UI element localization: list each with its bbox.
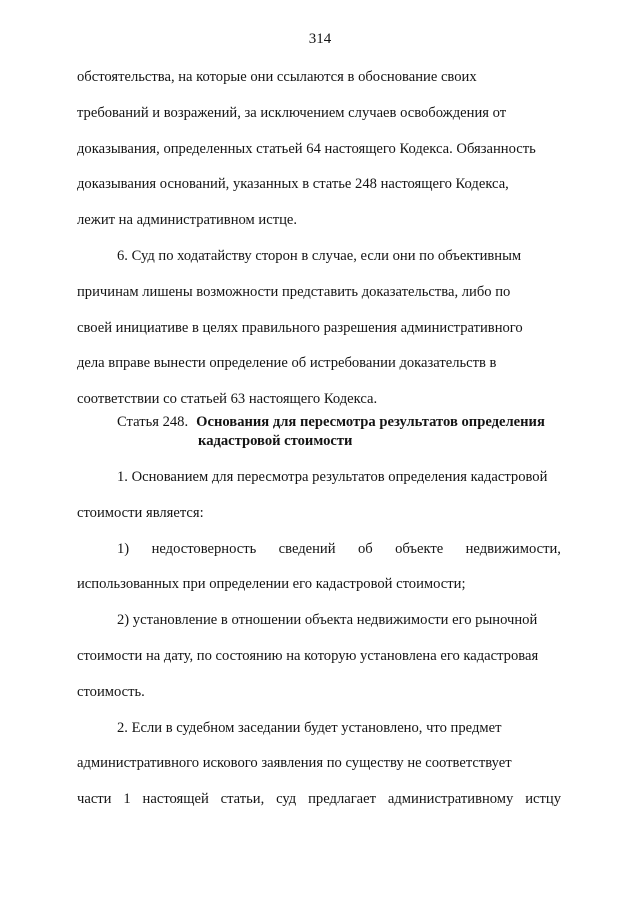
text-line: дела вправе вынести определение об истребовании доказательств в [77, 355, 497, 372]
article-title-line2: кадастровой стоимости [198, 433, 353, 449]
text-block-top [77, 60, 561, 418]
paragraph-6 [77, 239, 561, 418]
enum-word: недостоверность [151, 540, 257, 557]
text-line: 2) установление в отношении объекта недвижимости его рыночной [117, 612, 538, 629]
article-label: Статья 248. [117, 414, 189, 430]
text-line: 6. Суд по ходатайству сторон в случае, если они по объективным [117, 247, 522, 264]
page-number: 314 [308, 31, 332, 47]
text-line: административного искового заявления по существу не соответствует [77, 755, 512, 772]
text-line: своей инициативе в целях правильного разрешения административного [77, 319, 523, 336]
enum-word: об [357, 540, 373, 557]
enum-item-1-line1 [77, 532, 561, 568]
text-line: стоимости на дату, по состоянию на которую установлена его кадастровая [77, 647, 539, 664]
text-line: использованных при определении его кадастровой стоимости; [77, 576, 466, 593]
article-heading [117, 413, 577, 451]
text-line: доказывания, определенных статьей 64 настоящего Кодекса. Обязанность [77, 140, 536, 157]
text-line: 2. Если в судебном заседании будет установлено, что предмет [117, 719, 502, 736]
article-title-line1: Основания для пересмотра результатов определения [196, 414, 545, 430]
text-line: 1. Основанием для пересмотра результатов определения кадастровой [117, 469, 548, 485]
text-block-bottom [77, 460, 561, 818]
text-line: обстоятельства, на которые они ссылаются в обоснование своих [77, 69, 477, 85]
text-line: части 1 настоящей статьи, суд предлагает административному истцу [77, 791, 561, 808]
text-line: соответствии со статьей 63 настоящего Кодекса. [77, 391, 378, 408]
text-line: требований и возражений, за исключением случаев освобождения от [77, 104, 507, 121]
paragraph-continuation [77, 60, 561, 239]
text-line: стоимость. [77, 683, 145, 700]
enum-word: объекте [395, 540, 444, 557]
text-line: стоимости является: [77, 504, 204, 521]
enum-word: недвижимости, [465, 540, 561, 557]
enum-word: 1) [117, 540, 130, 557]
text-line: причинам лишены возможности представить доказательства, либо по [77, 283, 511, 300]
enum-word: сведений [278, 540, 336, 557]
text-line: доказывания оснований, указанных в статье 248 настоящего Кодекса, [77, 176, 509, 193]
text-line: лежит на административном истце. [77, 212, 298, 229]
